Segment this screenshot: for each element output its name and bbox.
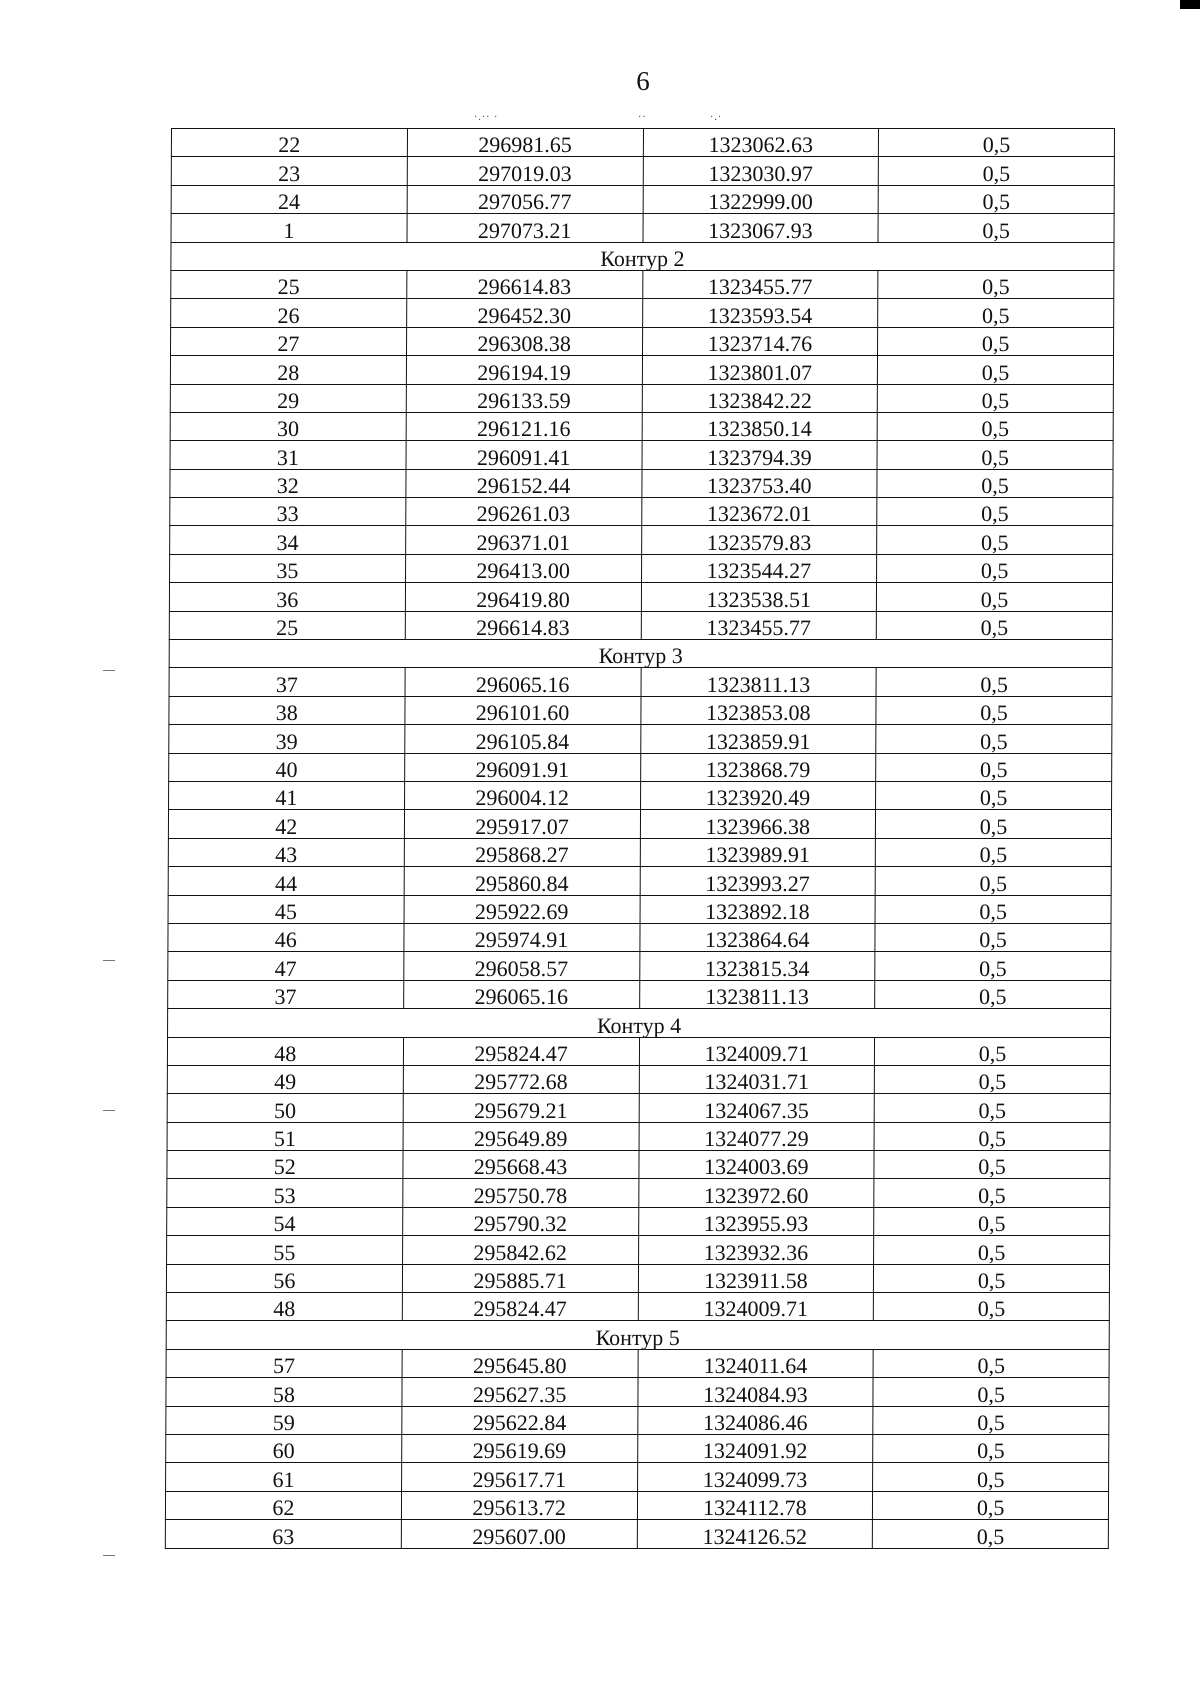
table-row — [167, 1094, 1110, 1122]
x-coordinate-cell: 295617.71 — [401, 1463, 637, 1491]
accuracy-cell: 0,5 — [877, 441, 1113, 469]
accuracy-cell: 0,5 — [873, 1463, 1109, 1491]
y-coordinate-cell: 1323920.49 — [640, 781, 876, 809]
accuracy-cell: 0,5 — [878, 384, 1114, 412]
contour-label: Контур 3 — [169, 640, 1112, 668]
x-coordinate-cell: 296614.83 — [405, 611, 641, 639]
y-coordinate-cell: 1323579.83 — [641, 526, 877, 554]
contour-header-row — [166, 1321, 1109, 1349]
y-coordinate-cell: 1324084.93 — [637, 1378, 873, 1406]
scan-artifact: ·.· — [710, 112, 723, 123]
contour-label: Контур 5 — [166, 1321, 1109, 1349]
margin-mark — [103, 960, 115, 961]
point-number-cell: 53 — [167, 1179, 403, 1207]
coordinates-table — [165, 128, 1115, 1549]
y-coordinate-cell: 1323850.14 — [642, 412, 878, 440]
table-row — [169, 753, 1112, 781]
contour-header-row — [168, 1009, 1111, 1037]
table-row — [169, 725, 1112, 753]
y-coordinate-cell: 1323989.91 — [640, 838, 876, 866]
x-coordinate-cell: 295860.84 — [404, 867, 640, 895]
point-number-cell: 43 — [168, 838, 404, 866]
y-coordinate-cell: 1324003.69 — [638, 1151, 874, 1179]
accuracy-cell: 0,5 — [877, 498, 1113, 526]
accuracy-cell: 0,5 — [876, 838, 1112, 866]
y-coordinate-cell: 1324031.71 — [639, 1065, 875, 1093]
table-row — [165, 1520, 1108, 1548]
table-row — [165, 1491, 1108, 1519]
accuracy-cell: 0,5 — [875, 1037, 1111, 1065]
y-coordinate-cell: 1323062.63 — [643, 129, 879, 157]
y-coordinate-cell: 1323801.07 — [642, 356, 878, 384]
point-number-cell: 61 — [166, 1463, 402, 1491]
y-coordinate-cell: 1324112.78 — [637, 1491, 873, 1519]
accuracy-cell: 0,5 — [879, 129, 1115, 157]
y-coordinate-cell: 1323455.77 — [641, 611, 877, 639]
x-coordinate-cell: 297073.21 — [407, 214, 643, 242]
table-row — [170, 554, 1113, 582]
accuracy-cell: 0,5 — [878, 299, 1114, 327]
accuracy-cell: 0,5 — [875, 952, 1111, 980]
accuracy-cell: 0,5 — [873, 1434, 1109, 1462]
y-coordinate-cell: 1323030.97 — [643, 157, 879, 185]
accuracy-cell: 0,5 — [874, 1122, 1110, 1150]
accuracy-cell: 0,5 — [875, 980, 1111, 1008]
scan-artifact: ·.·· · — [474, 112, 499, 123]
y-coordinate-cell: 1323842.22 — [642, 384, 878, 412]
table-row — [167, 1207, 1110, 1235]
y-coordinate-cell: 1323972.60 — [638, 1179, 874, 1207]
x-coordinate-cell: 296091.41 — [406, 441, 642, 469]
x-coordinate-cell: 295824.47 — [403, 1037, 639, 1065]
table-row — [166, 1463, 1109, 1491]
x-coordinate-cell: 295885.71 — [402, 1264, 638, 1292]
point-number-cell: 39 — [169, 725, 405, 753]
x-coordinate-cell: 295649.89 — [403, 1122, 639, 1150]
table-row — [166, 1349, 1109, 1377]
y-coordinate-cell: 1324077.29 — [639, 1122, 875, 1150]
point-number-cell: 36 — [169, 583, 405, 611]
y-coordinate-cell: 1323955.93 — [638, 1207, 874, 1235]
margin-mark — [103, 670, 115, 671]
x-coordinate-cell: 296065.16 — [403, 980, 639, 1008]
scan-corner-mark — [1180, 0, 1200, 9]
accuracy-cell: 0,5 — [878, 214, 1114, 242]
y-coordinate-cell: 1323593.54 — [642, 299, 878, 327]
accuracy-cell: 0,5 — [873, 1491, 1109, 1519]
accuracy-cell: 0,5 — [874, 1094, 1110, 1122]
table-row — [170, 441, 1113, 469]
table-row — [168, 980, 1111, 1008]
y-coordinate-cell: 1323911.58 — [638, 1264, 874, 1292]
y-coordinate-cell: 1324086.46 — [637, 1406, 873, 1434]
point-number-cell: 24 — [171, 185, 407, 213]
point-number-cell: 29 — [170, 384, 406, 412]
accuracy-cell: 0,5 — [873, 1520, 1109, 1548]
accuracy-cell: 0,5 — [873, 1349, 1109, 1377]
y-coordinate-cell: 1323794.39 — [642, 441, 878, 469]
x-coordinate-cell: 295824.47 — [402, 1293, 638, 1321]
x-coordinate-cell: 295974.91 — [404, 923, 640, 951]
point-number-cell: 45 — [168, 895, 404, 923]
accuracy-cell: 0,5 — [874, 1207, 1110, 1235]
y-coordinate-cell: 1324009.71 — [638, 1293, 874, 1321]
point-number-cell: 26 — [171, 299, 407, 327]
point-number-cell: 25 — [171, 270, 407, 298]
point-number-cell: 35 — [170, 554, 406, 582]
table-row — [170, 412, 1113, 440]
point-number-cell: 50 — [167, 1094, 403, 1122]
table-row — [168, 895, 1111, 923]
y-coordinate-cell: 1323853.08 — [640, 696, 876, 724]
accuracy-cell: 0,5 — [877, 469, 1113, 497]
y-coordinate-cell: 1323538.51 — [641, 583, 877, 611]
accuracy-cell: 0,5 — [874, 1151, 1110, 1179]
contour-header-row — [171, 242, 1114, 270]
point-number-cell: 48 — [167, 1037, 403, 1065]
x-coordinate-cell: 295622.84 — [402, 1406, 638, 1434]
accuracy-cell: 0,5 — [875, 923, 1111, 951]
table-row — [171, 157, 1114, 185]
point-number-cell: 42 — [168, 810, 404, 838]
table-row — [171, 327, 1114, 355]
point-number-cell: 52 — [167, 1151, 403, 1179]
y-coordinate-cell: 1324091.92 — [637, 1434, 873, 1462]
point-number-cell: 54 — [167, 1207, 403, 1235]
accuracy-cell: 0,5 — [873, 1406, 1109, 1434]
y-coordinate-cell: 1323067.93 — [643, 214, 879, 242]
accuracy-cell: 0,5 — [876, 810, 1112, 838]
accuracy-cell: 0,5 — [875, 895, 1111, 923]
contour-label: Контур 2 — [171, 242, 1114, 270]
accuracy-cell: 0,5 — [877, 611, 1113, 639]
x-coordinate-cell: 295868.27 — [404, 838, 640, 866]
table-row — [166, 1378, 1109, 1406]
table-row — [171, 185, 1114, 213]
point-number-cell: 58 — [166, 1378, 402, 1406]
y-coordinate-cell: 1323811.13 — [641, 668, 877, 696]
x-coordinate-cell: 295607.00 — [401, 1520, 637, 1548]
accuracy-cell: 0,5 — [878, 327, 1114, 355]
point-number-cell: 51 — [167, 1122, 403, 1150]
point-number-cell: 48 — [166, 1293, 402, 1321]
y-coordinate-cell: 1323815.34 — [639, 952, 875, 980]
x-coordinate-cell: 296261.03 — [406, 498, 642, 526]
x-coordinate-cell: 295842.62 — [402, 1236, 638, 1264]
x-coordinate-cell: 295645.80 — [402, 1349, 638, 1377]
table-row — [169, 583, 1112, 611]
y-coordinate-cell: 1323544.27 — [641, 554, 877, 582]
point-number-cell: 28 — [170, 356, 406, 384]
point-number-cell: 49 — [167, 1065, 403, 1093]
table-row — [170, 498, 1113, 526]
x-coordinate-cell: 295679.21 — [403, 1094, 639, 1122]
table-row — [167, 1037, 1110, 1065]
x-coordinate-cell: 296065.16 — [405, 668, 641, 696]
y-coordinate-cell: 1323892.18 — [640, 895, 876, 923]
y-coordinate-cell: 1323868.79 — [640, 753, 876, 781]
y-coordinate-cell: 1324067.35 — [639, 1094, 875, 1122]
x-coordinate-cell: 296058.57 — [404, 952, 640, 980]
y-coordinate-cell: 1323966.38 — [640, 810, 876, 838]
table-row — [168, 810, 1111, 838]
point-number-cell: 47 — [168, 952, 404, 980]
x-coordinate-cell: 295750.78 — [403, 1179, 639, 1207]
table-row — [167, 1065, 1110, 1093]
table-row — [170, 526, 1113, 554]
x-coordinate-cell: 296308.38 — [406, 327, 642, 355]
page-number: 6 — [636, 66, 650, 96]
table-row — [168, 923, 1111, 951]
x-coordinate-cell: 296101.60 — [405, 696, 641, 724]
point-number-cell: 57 — [166, 1349, 402, 1377]
x-coordinate-cell: 296413.00 — [405, 554, 641, 582]
point-number-cell: 38 — [169, 696, 405, 724]
x-coordinate-cell: 296614.83 — [407, 270, 643, 298]
point-number-cell: 33 — [170, 498, 406, 526]
table-row — [167, 1179, 1110, 1207]
accuracy-cell: 0,5 — [874, 1236, 1110, 1264]
point-number-cell: 63 — [165, 1520, 401, 1548]
accuracy-cell: 0,5 — [878, 356, 1114, 384]
point-number-cell: 60 — [166, 1434, 402, 1462]
point-number-cell: 40 — [169, 753, 405, 781]
accuracy-cell: 0,5 — [876, 781, 1112, 809]
x-coordinate-cell: 295922.69 — [404, 895, 640, 923]
table-row — [168, 952, 1111, 980]
accuracy-cell: 0,5 — [875, 1065, 1111, 1093]
accuracy-cell: 0,5 — [877, 554, 1113, 582]
table-row — [167, 1236, 1110, 1264]
y-coordinate-cell: 1323455.77 — [642, 270, 878, 298]
x-coordinate-cell: 296133.59 — [406, 384, 642, 412]
table-row — [167, 1122, 1110, 1150]
point-number-cell: 56 — [166, 1264, 402, 1292]
table-row — [166, 1434, 1109, 1462]
point-number-cell: 31 — [170, 441, 406, 469]
x-coordinate-cell: 296452.30 — [406, 299, 642, 327]
y-coordinate-cell: 1323753.40 — [641, 469, 877, 497]
table-row — [170, 356, 1113, 384]
table-row — [170, 384, 1113, 412]
point-number-cell: 59 — [166, 1406, 402, 1434]
point-number-cell: 41 — [169, 781, 405, 809]
x-coordinate-cell: 296981.65 — [407, 129, 643, 157]
coordinates-table-body — [165, 129, 1114, 1549]
accuracy-cell: 0,5 — [876, 725, 1112, 753]
contour-label: Контур 4 — [168, 1009, 1111, 1037]
y-coordinate-cell: 1324011.64 — [638, 1349, 874, 1377]
table-row — [169, 668, 1112, 696]
y-coordinate-cell: 1324126.52 — [637, 1520, 873, 1548]
accuracy-cell: 0,5 — [873, 1378, 1109, 1406]
table-row — [166, 1293, 1109, 1321]
x-coordinate-cell: 296004.12 — [404, 781, 640, 809]
contour-header-row — [169, 640, 1112, 668]
x-coordinate-cell: 295613.72 — [401, 1491, 637, 1519]
point-number-cell: 62 — [165, 1491, 401, 1519]
point-number-cell: 1 — [171, 214, 407, 242]
accuracy-cell: 0,5 — [876, 753, 1112, 781]
margin-mark — [103, 1555, 115, 1556]
scan-artifact: ·· — [638, 112, 647, 123]
y-coordinate-cell: 1323672.01 — [641, 498, 877, 526]
accuracy-cell: 0,5 — [879, 157, 1115, 185]
table-row — [171, 299, 1114, 327]
accuracy-cell: 0,5 — [876, 696, 1112, 724]
x-coordinate-cell: 295772.68 — [403, 1065, 639, 1093]
accuracy-cell: 0,5 — [875, 867, 1111, 895]
x-coordinate-cell: 295668.43 — [403, 1151, 639, 1179]
point-number-cell: 22 — [171, 129, 407, 157]
x-coordinate-cell: 295627.35 — [402, 1378, 638, 1406]
x-coordinate-cell: 296105.84 — [405, 725, 641, 753]
accuracy-cell: 0,5 — [874, 1293, 1110, 1321]
y-coordinate-cell: 1323864.64 — [639, 923, 875, 951]
point-number-cell: 32 — [170, 469, 406, 497]
margin-mark — [103, 1110, 115, 1111]
accuracy-cell: 0,5 — [876, 668, 1112, 696]
x-coordinate-cell: 295619.69 — [401, 1434, 637, 1462]
point-number-cell: 30 — [170, 412, 406, 440]
x-coordinate-cell: 297019.03 — [407, 157, 643, 185]
accuracy-cell: 0,5 — [877, 412, 1113, 440]
table-row — [168, 838, 1111, 866]
x-coordinate-cell: 296419.80 — [405, 583, 641, 611]
y-coordinate-cell: 1324099.73 — [637, 1463, 873, 1491]
table-row — [169, 781, 1112, 809]
point-number-cell: 27 — [171, 327, 407, 355]
point-number-cell: 37 — [168, 980, 404, 1008]
point-number-cell: 46 — [168, 923, 404, 951]
x-coordinate-cell: 295917.07 — [404, 810, 640, 838]
table-row — [166, 1406, 1109, 1434]
point-number-cell: 37 — [169, 668, 405, 696]
x-coordinate-cell: 296194.19 — [406, 356, 642, 384]
table-row — [171, 129, 1114, 157]
accuracy-cell: 0,5 — [874, 1264, 1110, 1292]
y-coordinate-cell: 1323932.36 — [638, 1236, 874, 1264]
x-coordinate-cell: 297056.77 — [407, 185, 643, 213]
x-coordinate-cell: 296091.91 — [404, 753, 640, 781]
table-row — [169, 696, 1112, 724]
point-number-cell: 44 — [168, 867, 404, 895]
y-coordinate-cell: 1324009.71 — [639, 1037, 875, 1065]
x-coordinate-cell: 296371.01 — [405, 526, 641, 554]
x-coordinate-cell: 296152.44 — [406, 469, 642, 497]
accuracy-cell: 0,5 — [877, 583, 1113, 611]
y-coordinate-cell: 1322999.00 — [643, 185, 879, 213]
point-number-cell: 34 — [170, 526, 406, 554]
point-number-cell: 23 — [171, 157, 407, 185]
y-coordinate-cell: 1323859.91 — [640, 725, 876, 753]
y-coordinate-cell: 1323811.13 — [639, 980, 875, 1008]
table-row — [166, 1264, 1109, 1292]
accuracy-cell: 0,5 — [877, 526, 1113, 554]
table-row — [168, 867, 1111, 895]
x-coordinate-cell: 295790.32 — [402, 1207, 638, 1235]
table-row — [170, 469, 1113, 497]
x-coordinate-cell: 296121.16 — [406, 412, 642, 440]
table-row — [167, 1151, 1110, 1179]
accuracy-cell: 0,5 — [878, 270, 1114, 298]
table-row — [171, 270, 1114, 298]
y-coordinate-cell: 1323714.76 — [642, 327, 878, 355]
point-number-cell: 25 — [169, 611, 405, 639]
y-coordinate-cell: 1323993.27 — [640, 867, 876, 895]
table-row — [171, 214, 1114, 242]
accuracy-cell: 0,5 — [878, 185, 1114, 213]
point-number-cell: 55 — [167, 1236, 403, 1264]
table-row — [169, 611, 1112, 639]
accuracy-cell: 0,5 — [874, 1179, 1110, 1207]
